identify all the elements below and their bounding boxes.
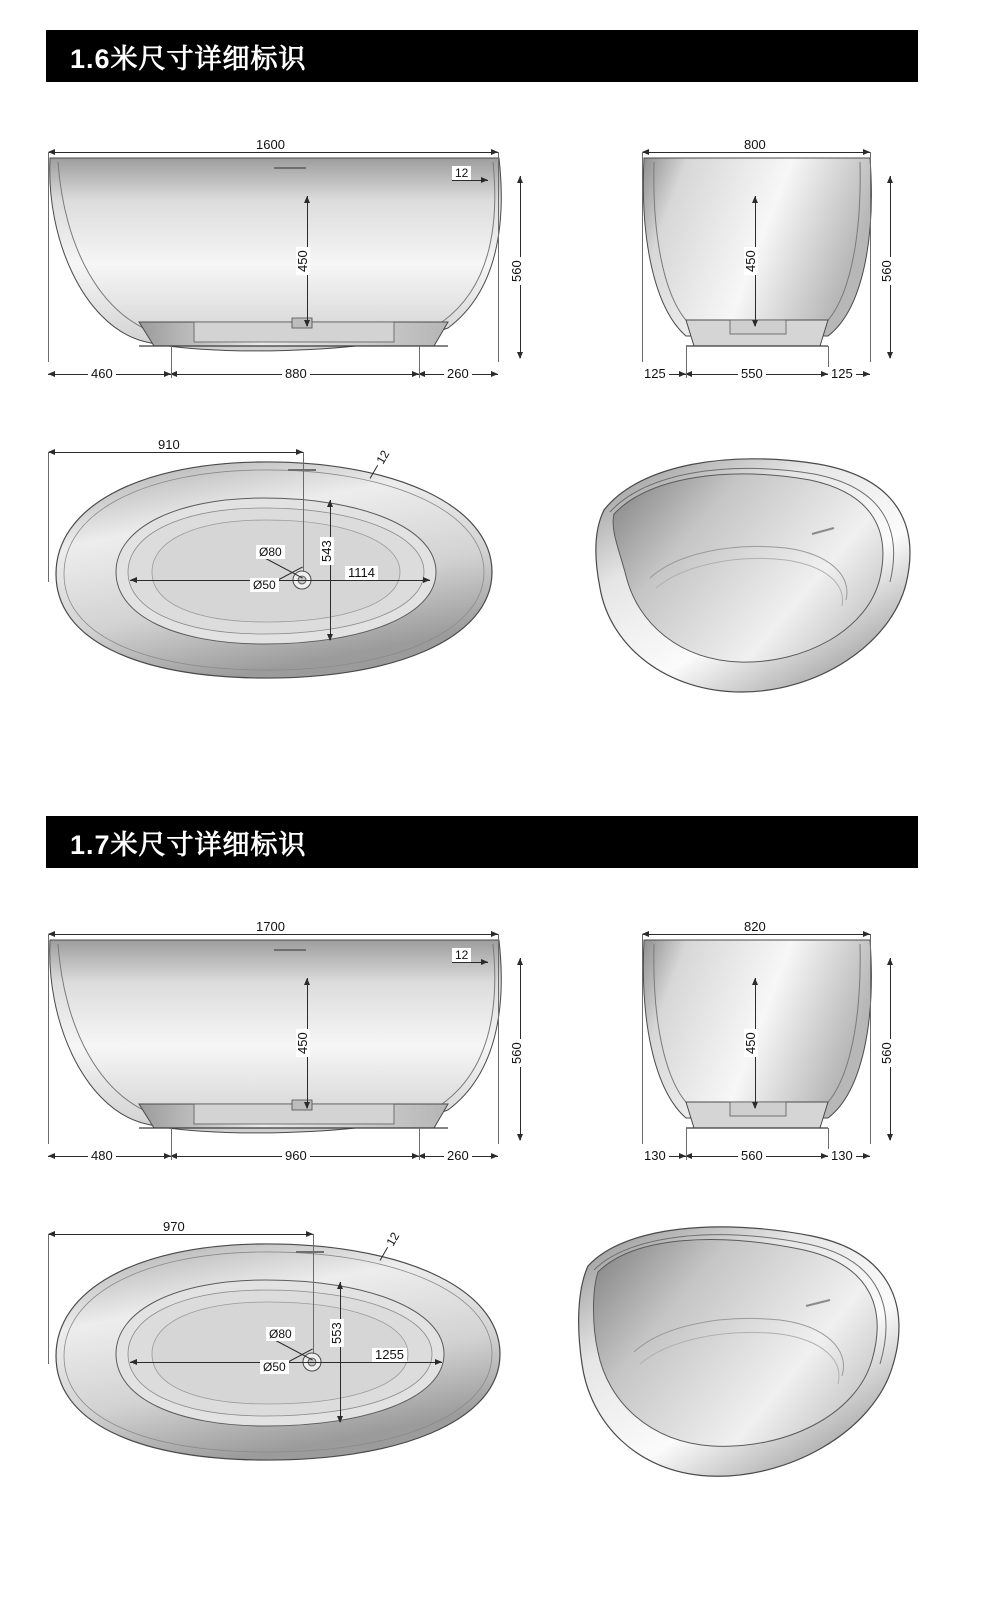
dim-side-base-width-1: 550 (738, 367, 766, 381)
dim-right-base-2: 260 (444, 1149, 472, 1163)
dim-left-base-1: 460 (88, 367, 116, 381)
dim-top-width-1: 1600 (253, 138, 288, 152)
dim-side-top-width-1: 800 (741, 138, 769, 152)
dim-water-depth-2: 450 (296, 1029, 310, 1057)
dim-overflow-dia-1: Ø80 (256, 545, 285, 559)
dim-side-water-depth-1: 450 (744, 247, 758, 275)
dim-side-height-2: 560 (880, 1039, 894, 1067)
section-title-2: 1.7米尺寸详细标识 (70, 829, 307, 860)
dim-top-width-plan-2: 970 (160, 1220, 188, 1234)
dim-plan-thickness-2: 12 (382, 1227, 404, 1251)
dim-drain-dia-1: Ø50 (250, 578, 279, 592)
dim-base-width-2: 960 (282, 1149, 310, 1163)
dim-inner-length-1: 1114 (345, 566, 378, 580)
dim-drain-dia-2: Ø50 (260, 1360, 289, 1374)
dim-inner-width-1: 543 (320, 537, 334, 565)
dim-height-2: 560 (510, 1039, 524, 1067)
dim-side-height-1: 560 (880, 257, 894, 285)
dim-base-width-1: 880 (282, 367, 310, 381)
perspective-view-2 (560, 1218, 940, 1498)
dim-side-base-width-2: 560 (738, 1149, 766, 1163)
dim-thickness-1: 12 (452, 166, 471, 180)
section-title-1: 1.6米尺寸详细标识 (70, 43, 307, 74)
dim-side-right-base-2: 130 (828, 1149, 856, 1163)
dim-inner-width-2: 553 (330, 1319, 344, 1347)
dim-side-left-base-2: 130 (641, 1149, 669, 1163)
dim-inner-length-2: 1255 (372, 1348, 407, 1362)
dim-right-base-1: 260 (444, 367, 472, 381)
dim-top-width-2: 1700 (253, 920, 288, 934)
dim-left-base-2: 480 (88, 1149, 116, 1163)
dim-thickness-2: 12 (452, 948, 471, 962)
dim-side-left-base-1: 125 (641, 367, 669, 381)
dim-side-water-depth-2: 450 (744, 1029, 758, 1057)
dim-water-depth-1: 450 (296, 247, 310, 275)
dim-plan-thickness-1: 12 (372, 445, 394, 469)
dim-side-right-base-1: 125 (828, 367, 856, 381)
dim-overflow-dia-2: Ø80 (266, 1327, 295, 1341)
dim-height-1: 560 (510, 257, 524, 285)
dim-side-top-width-2: 820 (741, 920, 769, 934)
dim-top-width-plan-1: 910 (155, 438, 183, 452)
